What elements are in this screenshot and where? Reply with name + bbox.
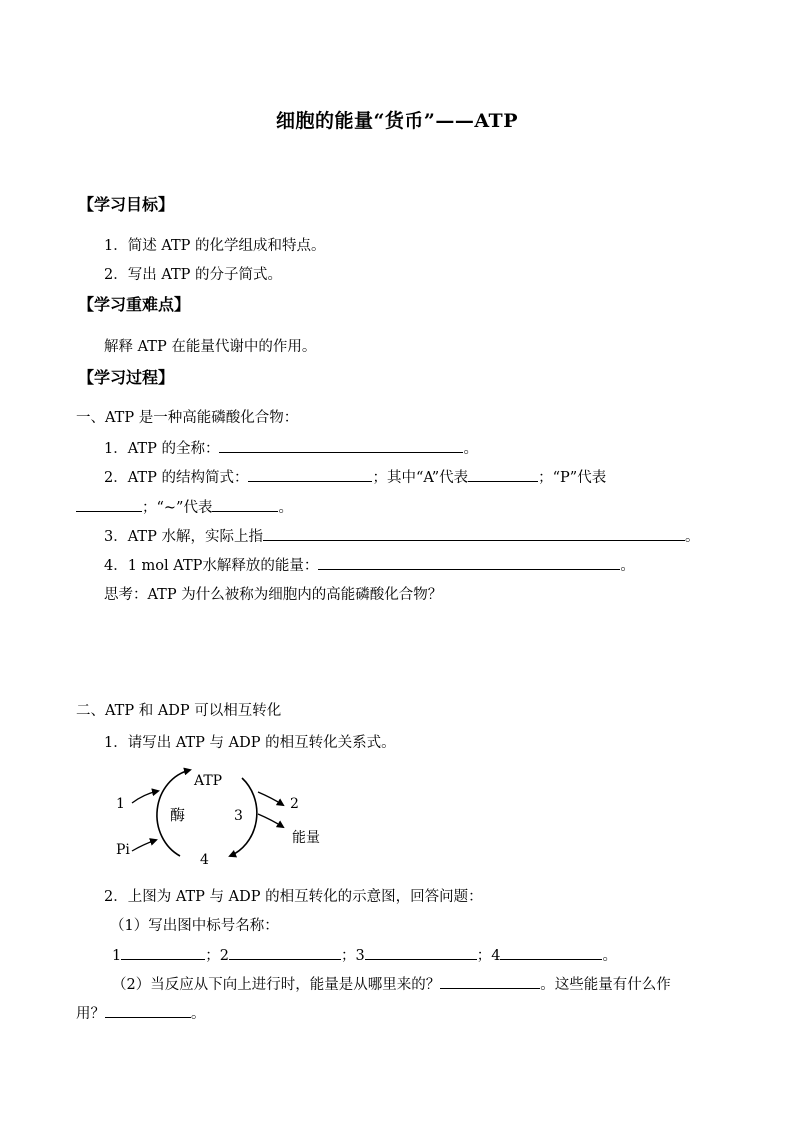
- label-energy: 能量: [292, 830, 320, 846]
- name-blank-2[interactable]: [229, 945, 341, 960]
- q2-2-period: 。: [191, 1006, 206, 1022]
- part1-question-3: [104, 525, 699, 546]
- label-names-line: [112, 944, 617, 965]
- q2-p-blank[interactable]: [76, 497, 142, 512]
- part2-question-2-2-cont: [76, 1002, 206, 1023]
- label-enzyme: 酶: [170, 806, 186, 824]
- part1-heading: 一、ATP 是一种高能磷酸化合物：: [76, 410, 299, 426]
- part2-heading: 二、ATP 和 ADP 可以相互转化: [76, 703, 282, 719]
- q2-2-text: （2）当反应从下向上进行时，能量是从哪里来的？: [112, 977, 441, 993]
- label-1: 1: [116, 796, 125, 812]
- q1-label: 1．ATP 的全称：: [104, 441, 220, 457]
- q1-period: 。: [463, 441, 478, 457]
- q2-period: 。: [278, 500, 293, 516]
- q2-tilde-blank[interactable]: [212, 497, 278, 512]
- q3-blank[interactable]: [263, 526, 685, 541]
- part1-question-2-cont: [76, 496, 293, 517]
- output-arrow-energy: [258, 814, 283, 827]
- q3-period: 。: [684, 529, 700, 545]
- name-blank-1[interactable]: [121, 945, 205, 960]
- name-blank-4[interactable]: [500, 945, 602, 960]
- blank-label-3: ；3: [340, 948, 365, 964]
- label-4: 4: [200, 852, 209, 868]
- part2-question-2-1: （1）写出图中标号名称：: [110, 918, 279, 934]
- blank-label-4: ；4: [476, 948, 501, 964]
- q3-label: 3．ATP 水解，实际上指: [104, 529, 263, 545]
- name-blank-3[interactable]: [365, 945, 477, 960]
- q4-period: 。: [620, 558, 635, 574]
- label-atp: ATP: [194, 773, 223, 789]
- q2-p-label: ；“P”代表: [538, 470, 607, 486]
- objectives-heading: 【学习目标】: [78, 195, 175, 214]
- think-question: 思考：ATP 为什么被称为细胞内的高能磷酸化合物？: [104, 587, 443, 603]
- q4-label: 4．1 mol ATP水解释放的能量：: [104, 558, 319, 574]
- key-points-text: 解释 ATP 在能量代谢中的作用。: [104, 339, 317, 355]
- label-2: 2: [290, 796, 299, 812]
- part2-question-2: 2．上图为 ATP 与 ADP 的相互转化的示意图，回答问题：: [104, 889, 483, 905]
- page-title: 细胞的能量“货币”——ATP: [276, 110, 518, 132]
- q1-blank[interactable]: [219, 438, 463, 453]
- blank-label-1: 1: [112, 948, 122, 964]
- objective-1: 1．简述 ATP 的化学组成和特点。: [104, 238, 326, 254]
- part1-question-4: [104, 554, 635, 575]
- q2-a-label: ；其中“A”代表: [372, 470, 469, 486]
- objective-2: 2．写出 ATP 的分子简式。: [104, 267, 283, 283]
- names-period: 。: [602, 948, 617, 964]
- input-arrow-1: [132, 791, 158, 803]
- q2-2-text-c: 用？: [76, 1006, 105, 1022]
- part2-question-1: 1．请写出 ATP 与 ADP 的相互转化关系式。: [104, 735, 396, 751]
- label-pi: Pi: [116, 842, 130, 858]
- q2-tilde-label: ；“~”代表: [142, 500, 213, 516]
- energy-source-blank[interactable]: [440, 974, 540, 989]
- blank-label-2: ；2: [205, 948, 229, 964]
- q2-label: 2．ATP 的结构简式：: [104, 470, 249, 486]
- atp-adp-cycle-diagram: [100, 758, 340, 870]
- output-arrow-2: [258, 792, 283, 805]
- input-arrow-pi: [132, 840, 156, 851]
- q2-2-text-b: 。这些能量有什么作: [540, 977, 671, 993]
- energy-use-blank[interactable]: [105, 1003, 191, 1018]
- key-points-heading: 【学习重难点】: [78, 295, 191, 314]
- q2-formula-blank[interactable]: [248, 467, 372, 482]
- q2-a-blank[interactable]: [468, 467, 538, 482]
- part2-question-2-2: [112, 973, 671, 994]
- label-3: 3: [234, 808, 243, 824]
- q4-blank[interactable]: [318, 555, 620, 570]
- part1-question-2: [104, 466, 606, 487]
- part1-question-1: [104, 437, 478, 458]
- process-heading: 【学习过程】: [78, 368, 175, 387]
